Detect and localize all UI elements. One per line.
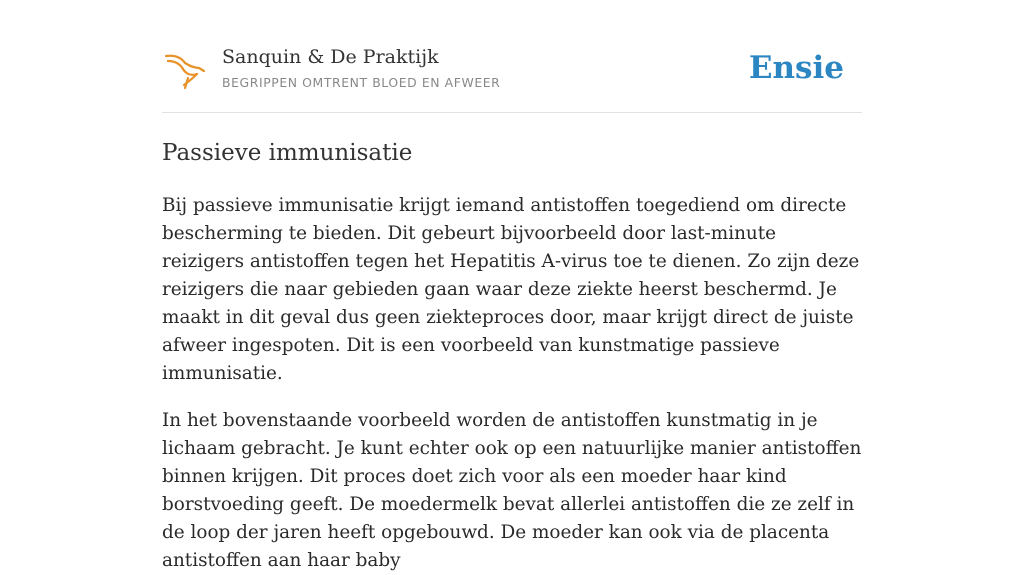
brand-subtitle: BEGRIPPEN OMTRENT BLOED EN AFWEER	[222, 75, 501, 90]
header	[162, 0, 862, 113]
bird-icon[interactable]	[164, 52, 206, 90]
brand-title[interactable]: Sanquin & De Praktijk	[222, 46, 439, 68]
article-paragraph: Bij passieve immunisatie krijgt iemand antistoffen toegediend om directe bescherming te bieden. Dit gebeurt bijvoorbeeld door last-minute reizigers antistoffen tegen het Hepatitis A-virus toe te dienen. Zo zijn deze reizigers die naar gebieden gaan waar deze ziekte heerst beschermd. Je maakt in dit geval dus geen ziekteproces door, maar krijgt direct de juiste afweer ingespoten. Dit is een voorbeeld van kunstmatige passieve immunisatie.	[162, 195, 860, 384]
article-paragraph: In het bovenstaande voorbeeld worden de antistoffen kunstmatig in je lichaam gebracht. Je kunt echter ook op een natuurlijke manier antistoffen binnen krijgen. Dit proces doet zich voor als een moeder haar kind borstvoeding geeft. De moedermelk bevat allerlei antistoffen die ze zelf in de loop der jaren heeft opgebouwd. De moeder kan ook via de placenta antistoffen aan haar baby	[162, 410, 862, 571]
ensie-logo[interactable]: Ensie	[748, 50, 844, 86]
page	[162, 0, 862, 575]
page-title: Passieve immunisatie	[162, 140, 413, 166]
